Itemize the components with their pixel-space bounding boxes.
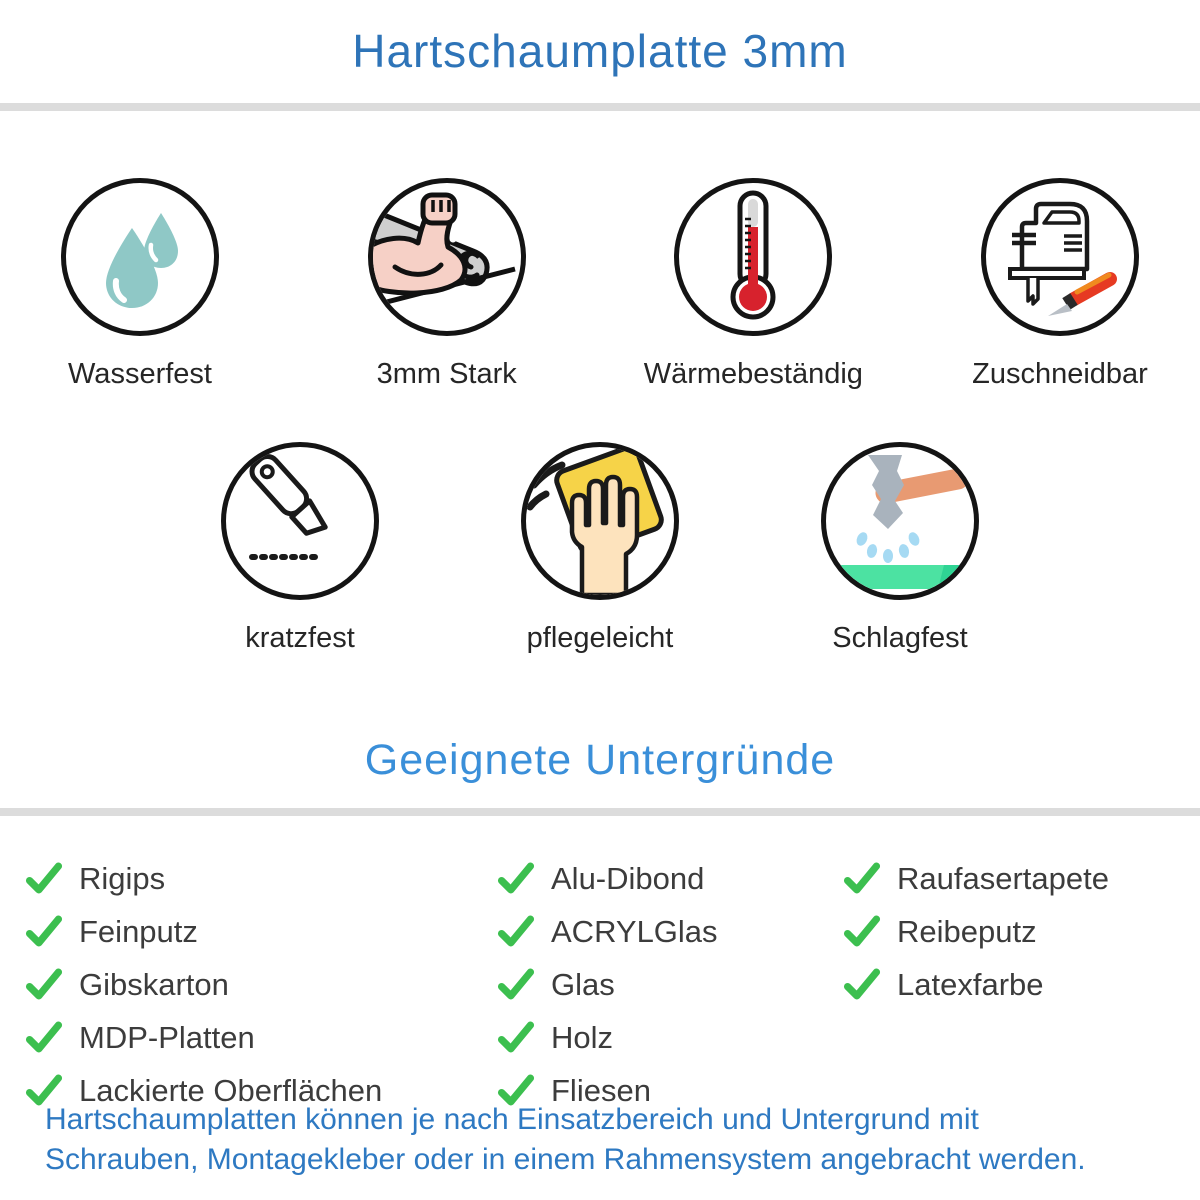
list-item: [497, 1011, 718, 1064]
feature-label: Zuschneidbar: [972, 358, 1148, 390]
feature-zuschneidbar: [972, 178, 1148, 391]
list-item: [843, 958, 1109, 1011]
thermometer-icon: [674, 178, 832, 336]
page-title: Hartschaumplatte 3mm: [352, 25, 848, 77]
substrates-column-2: [497, 852, 718, 1117]
jigsaw-icon: [981, 178, 1139, 336]
list-item: [25, 905, 382, 958]
water-drops-icon: [61, 178, 219, 336]
wiping-hand-icon: [521, 442, 679, 600]
divider-top: [0, 103, 1200, 111]
list-item-label: Reibeputz: [897, 913, 1037, 949]
mounting-note-line1: Hartschaumplatten können je nach Einsatzbereich und Untergrund mit: [45, 1103, 979, 1136]
list-item-label: Lackierte Oberflächen: [79, 1072, 383, 1108]
check-icon: [843, 862, 881, 895]
list-item: [25, 958, 382, 1011]
feature-label: Schlagfest: [832, 622, 968, 654]
divider-middle: [0, 808, 1200, 816]
list-item: [25, 1011, 382, 1064]
feature-pflegeleicht: [515, 442, 685, 655]
flexed-arm-icon: [368, 178, 526, 336]
cutter-knife-icon: [221, 442, 379, 600]
check-icon: [25, 862, 63, 895]
check-icon: [497, 968, 535, 1001]
check-icon: [25, 1021, 63, 1054]
feature-label: Wasserfest: [68, 358, 212, 390]
check-icon: [843, 968, 881, 1001]
feature-label: 3mm Stark: [376, 358, 517, 390]
list-item-label: Glas: [551, 966, 615, 1002]
list-item-label: Alu-Dibond: [551, 860, 705, 896]
substrates-column-1: [25, 852, 382, 1117]
feature-waermebestaendig: [643, 178, 863, 391]
check-icon: [497, 915, 535, 948]
feature-row-1: [60, 178, 1148, 391]
list-item: [497, 905, 718, 958]
list-item-label: Fliesen: [551, 1072, 651, 1108]
list-item-label: Feinputz: [79, 913, 198, 949]
check-icon: [25, 968, 63, 1001]
feature-wasserfest: [60, 178, 220, 391]
check-icon: [843, 915, 881, 948]
hammer-icon: [821, 442, 979, 600]
feature-label: Wärmebeständig: [643, 358, 863, 390]
list-item: [25, 852, 382, 905]
list-item-label: Latexfarbe: [897, 966, 1044, 1002]
feature-label: pflegeleicht: [526, 622, 674, 654]
list-item: [843, 852, 1109, 905]
mounting-note: [45, 1100, 1170, 1180]
list-item-label: Raufasertapete: [897, 860, 1109, 896]
feature-schlagfest: [815, 442, 985, 655]
section-title-untergruende: Geeignete Untergründe: [364, 736, 836, 784]
list-item-label: Gibskarton: [79, 966, 229, 1002]
check-icon: [497, 862, 535, 895]
list-item-label: Holz: [551, 1019, 614, 1055]
mounting-note-line2: Schrauben, Montagekleber oder in einem Rahmensystem angebracht werden.: [45, 1143, 1086, 1176]
list-item: [497, 958, 718, 1011]
feature-row-2: [0, 442, 1200, 655]
feature-label: kratzfest: [245, 622, 355, 654]
check-icon: [497, 1021, 535, 1054]
list-item: [843, 905, 1109, 958]
list-item-label: MDP-Platten: [79, 1019, 255, 1055]
list-item: [497, 852, 718, 905]
substrates-column-3: [843, 852, 1109, 1011]
feature-3mm-stark: [367, 178, 527, 391]
feature-kratzfest: [215, 442, 385, 655]
check-icon: [25, 915, 63, 948]
list-item-label: Rigips: [79, 860, 166, 896]
list-item-label: ACRYLGlas: [551, 913, 718, 949]
